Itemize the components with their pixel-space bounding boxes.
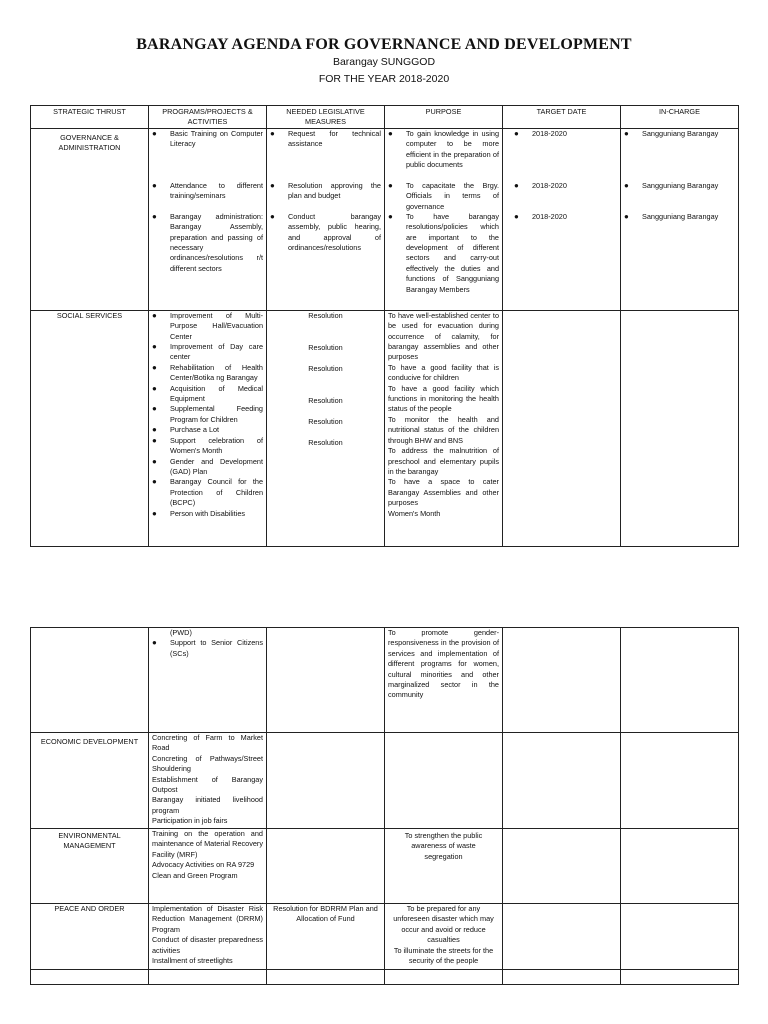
bullet-icon: ●: [514, 128, 519, 138]
list-item: Support celebration of Women's Month: [170, 435, 263, 456]
bullet-icon: ●: [388, 128, 393, 138]
list-item: Implementation of Disaster Risk Reduction Management (DRRM) Program: [152, 904, 263, 934]
governance-target-date-cell: [503, 128, 621, 310]
list-item: Resolution: [308, 395, 343, 405]
table-row: [31, 970, 739, 985]
table-row: [31, 628, 739, 733]
list-item: Barangay Council for the Protection of Children (BCPC): [170, 477, 263, 508]
list-item: To address the malnutrition of preschool and elementary pupils in the barangay: [388, 446, 499, 476]
social-purpose-cell: [385, 310, 503, 546]
continued-measures-cell: [267, 628, 385, 733]
list-item: Conduct barangay assembly, public hearing, and approval of ordinances/resolutions: [288, 211, 381, 253]
bullet-icon: ●: [152, 342, 157, 352]
bullet-icon: ●: [270, 211, 275, 221]
bullet-icon: ●: [514, 180, 519, 190]
peace-in-charge-cell: [621, 904, 739, 970]
economic-measures-cell: [267, 733, 385, 829]
list-item: To illuminate the streets for the security of the people: [393, 945, 494, 966]
list-item: Improvement of Day care center: [170, 342, 263, 362]
peace-measures-cell: [267, 904, 385, 970]
list-item: Resolution: [308, 342, 343, 352]
bullet-icon: ●: [152, 180, 157, 190]
list-item: Concreting of Farm to Market Road: [152, 733, 263, 753]
list-item: Purchase a Lot: [170, 425, 220, 435]
environment-programs-cell: [149, 829, 267, 904]
bullet-icon: ●: [152, 211, 157, 221]
table-header-row: [31, 106, 739, 129]
bullet-icon: ●: [152, 425, 157, 435]
list-item: Advocacy Activities on RA 9729: [152, 860, 255, 870]
page-title: BARANGAY AGENDA FOR GOVERNANCE AND DEVELOPMENT: [136, 36, 632, 53]
list-item: Training on the operation and maintenance of Material Recovery Facility (MRF): [152, 829, 263, 859]
bullet-icon: ●: [270, 180, 275, 190]
list-item: Resolution: [308, 416, 343, 426]
bullet-icon: ●: [388, 180, 393, 190]
continued-purpose-cell: [385, 628, 503, 733]
bullet-icon: ●: [388, 211, 393, 221]
list-item: To have a good facility which functions in monitoring the health status of the people: [388, 383, 499, 414]
environment-target-date-cell: [503, 829, 621, 904]
bullet-icon: ●: [152, 362, 157, 372]
list-item: Basic Training on Computer Literacy: [170, 128, 263, 149]
bullet-icon: ●: [152, 508, 157, 518]
economic-in-charge-cell: [621, 733, 739, 829]
list-item: Improvement of Multi-Purpose Hall/Evacuation Center: [170, 310, 263, 341]
list-item: Resolution: [308, 310, 343, 320]
list-item: To have a space to cater Barangay Assemblies and other purposes: [388, 477, 499, 508]
list-item: To promote gender-responsiveness in the provision of services and implementation of different programs for women, cultural minorities and other marginalized sector in the community: [388, 628, 499, 700]
bullet-icon: ●: [624, 128, 629, 138]
list-item: To gain knowledge in using computer to be more efficient in the preparation of public documents: [406, 128, 499, 170]
bullet-icon: ●: [514, 211, 519, 221]
continued-target-date-cell: [503, 628, 621, 733]
list-item: Sangguniang Barangay: [642, 180, 719, 190]
economic-programs-cell: [149, 733, 267, 829]
list-item: To have barangay resolutions/policies which are important to the development of different sectors and carry-out effectively the duties and functions of Sangguniang Barangay Members: [406, 211, 499, 294]
social-in-charge-cell: [621, 310, 739, 546]
list-item: Participation in job fairs: [152, 816, 228, 826]
agenda-table-page-1: [30, 105, 739, 547]
list-item: Conduct of disaster preparedness activities: [152, 935, 263, 955]
social-measures-cell: [267, 310, 385, 546]
thrust-social-services: SOCIAL SERVICES: [31, 310, 149, 546]
economic-purpose-cell: [385, 733, 503, 829]
environment-purpose-cell: [385, 829, 503, 904]
continued-thrust-cell: [31, 628, 149, 733]
column-header-thrust: STRATEGIC THRUST: [31, 106, 149, 129]
list-item: Support to Senior Citizens (SCs): [170, 638, 263, 658]
list-item: 2018-2020: [532, 128, 567, 138]
list-item: Supplemental Feeding Program for Children: [170, 404, 263, 424]
peace-purpose-cell: [385, 904, 503, 970]
peace-programs-cell: [149, 904, 267, 970]
column-header-target-date: TARGET DATE: [503, 106, 621, 129]
continued-programs-cell: [149, 628, 267, 733]
list-item: Barangay administration: Barangay Assembly, preparation and passing of necessary ordinances/resolutions r/t different sectors: [170, 211, 263, 273]
list-item: To capacitate the Brgy. Officials in terms of governance: [406, 180, 499, 211]
environment-in-charge-cell: [621, 829, 739, 904]
list-item: Resolution approving the plan and budget: [288, 180, 381, 201]
list-item: Sangguniang Barangay: [642, 211, 719, 221]
column-header-measures: NEEDED LEGISLATIVE MEASURES: [267, 106, 385, 129]
thrust-economic-development: ECONOMIC DEVELOPMENT: [31, 733, 149, 829]
barangay-name: Barangay SUNGGOD: [332, 56, 436, 68]
list-item: Gender and Development (GAD) Plan: [170, 456, 263, 476]
column-header-in-charge: IN-CHARGE: [621, 106, 739, 129]
economic-target-date-cell: [503, 733, 621, 829]
thrust-environmental-management: ENVIRONMENTAL MANAGEMENT: [31, 829, 149, 904]
table-row: [31, 733, 739, 829]
list-item: Acquisition of Medical Equipment: [170, 383, 263, 404]
list-item: Installment of streetlights: [152, 956, 233, 966]
list-item: Request for technical assistance: [288, 128, 381, 149]
column-header-programs: PROGRAMS/PROJECTS & ACTIVITIES: [149, 106, 267, 129]
thrust-governance: GOVERNANCE & ADMINISTRATION: [31, 128, 149, 310]
list-item: Women's Month: [388, 508, 441, 518]
list-item: 2018-2020: [532, 211, 567, 221]
list-item: Person with Disabilities: [170, 508, 246, 518]
peace-target-date-cell: [503, 904, 621, 970]
environment-measures-cell: [267, 829, 385, 904]
governance-in-charge-cell: [621, 128, 739, 310]
period-label: FOR THE YEAR 2018-2020: [318, 73, 450, 85]
column-header-purpose: PURPOSE: [385, 106, 503, 129]
list-item: Resolution: [308, 437, 343, 447]
social-target-date-cell: [503, 310, 621, 546]
governance-purpose-cell: [385, 128, 503, 310]
table-row: [31, 904, 739, 970]
bullet-icon: ●: [152, 435, 157, 445]
list-item: Sangguniang Barangay: [642, 128, 719, 138]
bullet-icon: ●: [624, 211, 629, 221]
table-row: [31, 128, 739, 310]
social-programs-cell: [149, 310, 267, 546]
bullet-icon: ●: [152, 477, 157, 487]
continued-in-charge-cell: [621, 628, 739, 733]
bullet-icon: ●: [152, 456, 157, 466]
list-item: To be prepared for any unforeseen disaster which may occur and avoid or reduce casualties: [393, 904, 494, 945]
list-item: To have a good facility that is conducive for children: [388, 362, 499, 383]
bullet-icon: ●: [152, 310, 157, 320]
list-item: To strengthen the public awareness of waste segregation: [404, 831, 483, 861]
bullet-icon: ●: [152, 128, 157, 138]
agenda-table-page-2: [30, 627, 739, 985]
list-item: Rehabilitation of Health Center/Botika ng Barangay: [170, 362, 263, 383]
thrust-peace-and-order: PEACE AND ORDER: [31, 904, 149, 970]
governance-programs-cell: [149, 128, 267, 310]
list-item: Establishment of Barangay Outpost: [152, 774, 263, 795]
list-item: Resolution for BDRRM Plan and Allocation of Fund: [273, 904, 378, 924]
list-item: To monitor the health and nutritional status of the children through BHW and BNS: [388, 414, 499, 445]
list-item: 2018-2020: [532, 180, 567, 190]
bullet-icon: ●: [152, 383, 157, 393]
bullet-icon: ●: [152, 404, 157, 414]
bullet-icon: ●: [270, 128, 275, 138]
list-item: Concreting of Pathways/Street Shouldering: [152, 753, 263, 774]
governance-measures-cell: [267, 128, 385, 310]
table-row: [31, 310, 739, 546]
list-item: Resolution: [308, 363, 343, 373]
list-item: Clean and Green Program: [152, 870, 238, 880]
list-item: (PWD): [170, 628, 192, 637]
bullet-icon: ●: [624, 180, 629, 190]
list-item: Attendance to different training/seminars: [170, 180, 263, 201]
table-row: [31, 829, 739, 904]
bullet-icon: ●: [152, 638, 157, 648]
list-item: To have well-established center to be used for evacuation during occurrence of calamity, for barangay assemblies and other purposes: [388, 310, 499, 362]
list-item: Barangay initiated livelihood program: [152, 795, 263, 815]
